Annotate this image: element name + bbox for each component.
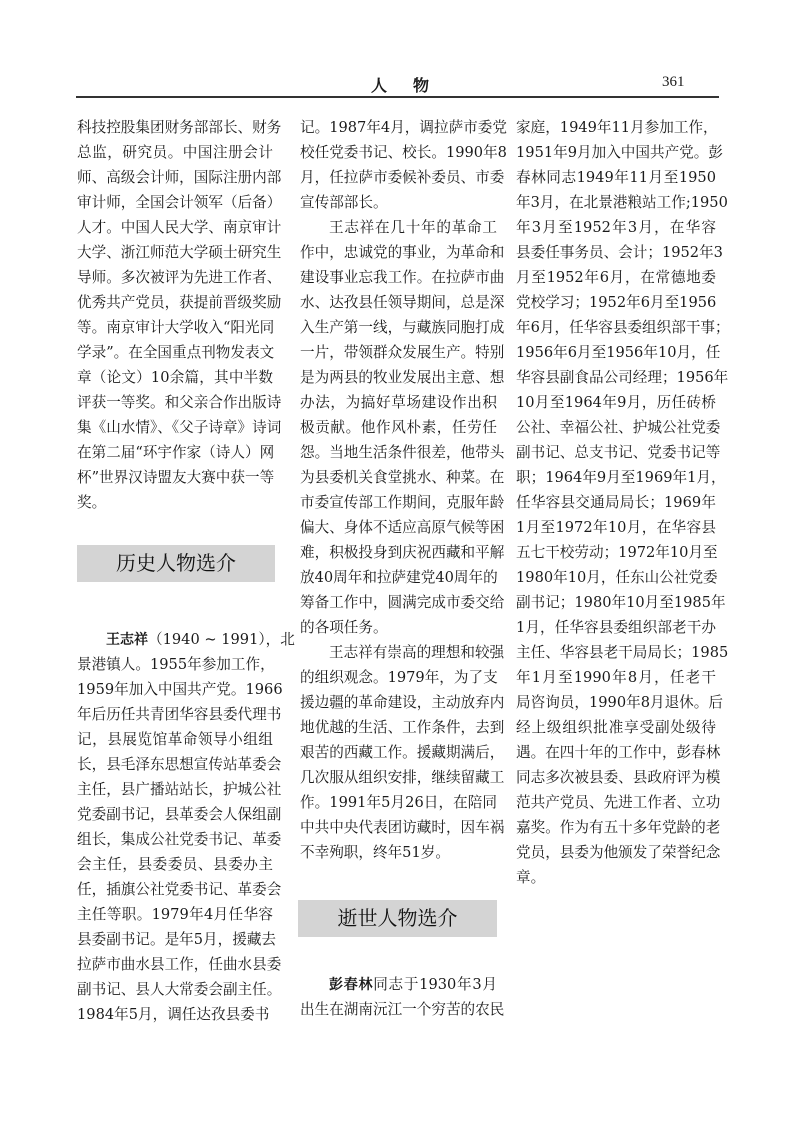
text-line: 家庭，1949年11月参加工作， — [516, 119, 718, 136]
text-line: 放40周年和拉萨建党40周年的 — [300, 569, 498, 586]
text-line: 宣传部部长。 — [300, 194, 388, 211]
text-line: 的各项任务。 — [300, 619, 388, 636]
text-line: 遇。在四十年的工作中，彭春林 — [516, 744, 721, 761]
text-line: 10月至1964年9月，历任砖桥 — [516, 394, 716, 411]
text-line: 审计师，全国会计领军（后备） — [77, 194, 282, 211]
text-line: 的组织观念。1979年，为了支 — [300, 669, 498, 686]
text-line: 是为两县的牧业发展出主意、想 — [300, 369, 505, 386]
column-3 — [516, 115, 730, 890]
text-line: 五七干校劳动；1972年10月至 — [516, 544, 718, 561]
paragraph — [77, 627, 295, 1027]
column-2-bottom — [300, 972, 505, 1022]
text-line: 出生在湖南沅江一个穷苦的农民 — [300, 1001, 505, 1018]
text-line: 党员，县委为他颁发了荣誉纪念 — [516, 844, 721, 861]
text-line: 王志祥在几十年的革命工 — [329, 219, 497, 236]
section-heading-history: 历史人物选介 — [77, 545, 275, 582]
text-line: 奖。 — [77, 494, 107, 511]
paragraph — [77, 115, 282, 515]
text-line: 评获一等奖。和父亲合作出版诗 — [77, 394, 282, 411]
text-line: 优秀共产党员，获提前晋级奖励 — [77, 294, 282, 311]
text-line: 主任，县广播站站长，护城公社 — [77, 781, 282, 798]
text-line: 中共中央代表团访藏时，因车祸 — [300, 819, 505, 836]
paragraph — [516, 115, 730, 890]
text-line: 导师。多次被评为先进工作者、 — [77, 269, 282, 286]
text-line: 1956年6月至1956年10月，任 — [516, 344, 721, 361]
text-line: 难，积极投身到庆祝西藏和平解 — [300, 544, 505, 561]
text-line: 办法，为搞好草场建设作出积 — [300, 394, 497, 411]
text-line: 杯”世界汉诗盟友大赛中获一等 — [77, 469, 275, 486]
paragraph — [300, 972, 505, 1022]
text-line: 1980年10月，任东山公社党委 — [516, 569, 718, 586]
running-header-title: 人物 — [370, 76, 455, 95]
text-line: 会主任，县委委员、县委办主 — [77, 856, 273, 873]
text-line: 王志祥有崇高的理想和较强 — [329, 644, 505, 661]
text-line: 副书记、总支书记、党委书记等 — [516, 444, 721, 461]
text-line: 建设事业忘我工作。在拉萨市曲 — [300, 269, 505, 286]
text-line: 章。 — [516, 869, 546, 886]
header-rule — [76, 96, 719, 98]
text-line: 大学、浙江师范大学硕士研究生 — [77, 244, 282, 261]
text-line: 总监，研究员。中国注册会计 — [77, 144, 273, 161]
text-line: 1月至1972年10月，在华容县 — [516, 519, 716, 536]
text-line: 偏大、身体不适应高原气候等困 — [300, 519, 505, 536]
text-line: 几次服从组织安排，继续留藏工 — [300, 769, 505, 786]
text-line: 同志多次被县委、县政府评为模 — [516, 769, 721, 786]
text-line: 副书记、县人大常委会副主任。 — [77, 981, 282, 998]
text-line: 科技控股集团财务部部长、财务 — [77, 119, 282, 136]
page-number: 361 — [662, 74, 685, 90]
text-line: 春林同志1949年11月至1950 — [516, 169, 716, 186]
text-line: 市委宣传部工作期间，克服年龄 — [300, 494, 505, 511]
person-name: 彭春林 — [329, 977, 374, 993]
text-line: 等。南京审计大学收入“阳光同 — [77, 319, 275, 336]
text-line: 华容县副食品公司经理；1956年 — [516, 369, 729, 386]
column-2-top — [300, 115, 507, 865]
text-line: 艰苦的西藏工作。援藏期满后， — [300, 744, 505, 761]
text-line: 记，县展览馆革命领导小组组 — [77, 731, 273, 748]
paragraph — [300, 640, 505, 865]
text-line: 不幸殉职，终年51岁。 — [300, 844, 450, 861]
text-line: 党校学习；1952年6月至1956 — [516, 294, 717, 311]
text-line: 年后历任共青团华容县委代理书 — [77, 706, 282, 723]
text-line: 援边疆的革命建设，主动放弃内 — [300, 694, 505, 711]
text-line: 公社、幸福公社、护城公社党委 — [516, 419, 721, 436]
text-line: 1月，任华容县委组织部老干办 — [516, 619, 716, 636]
paragraph — [300, 215, 505, 640]
text-line: 水、达孜县任领导期间，总是深 — [300, 294, 505, 311]
text-line: 在第二届“环宇作家（诗人）网 — [77, 444, 275, 461]
text-line: 记。1987年4月，调拉萨市委党 — [300, 119, 507, 136]
text-line: 主任等职。1979年4月任华容 — [77, 906, 273, 923]
text-line: 作中，忠诚党的事业，为革命和 — [300, 244, 505, 261]
text-line: 任华容县交通局局长；1969年 — [516, 494, 716, 511]
text-line: 师、高级会计师，国际注册内部 — [77, 169, 282, 186]
text-line: 人才。中国人民大学、南京审计 — [77, 219, 282, 236]
text-line: 组长，集成公社党委书记、革委 — [77, 831, 282, 848]
person-name: 王志祥 — [106, 632, 148, 648]
text-line: 长，县毛泽东思想宣传站革委会 — [77, 756, 282, 773]
text-line: 学录”。在全国重点刊物发表文 — [77, 344, 275, 361]
text-line: 景港镇人。1955年参加工作， — [77, 656, 275, 673]
text-line: 章（论文）10余篇，其中半数 — [77, 369, 273, 386]
text-line: 地优越的生活、工作条件，去到 — [300, 719, 505, 736]
text-line: 为县委机关食堂挑水、种菜。在 — [300, 469, 505, 486]
text-line: 作。1991年5月26日，在陪同 — [300, 794, 497, 811]
column-1-top — [77, 115, 282, 515]
text-line: 范共产党员、先进工作者、立功 — [516, 794, 721, 811]
text-line: 任，插旗公社党委书记、革委会 — [77, 881, 282, 898]
text-line: 主任、华容县老干局局长；1985 — [516, 644, 729, 661]
text-line: 月至1952年6月，在常德地委 — [516, 269, 716, 286]
text-line: 职；1964年9月至1969年1月， — [516, 469, 726, 486]
text-line: 校任党委书记、校长。1990年8 — [300, 144, 507, 161]
text-line: 党委副书记，县革委会人保组副 — [77, 806, 282, 823]
section-heading-deceased: 逝世人物选介 — [298, 900, 497, 937]
text-line: 一片，带领群众发展生产。特别 — [300, 344, 505, 361]
text-line: 彭春林同志于1930年3月 — [329, 976, 497, 993]
text-line: 年1月至1990年8月，任老干 — [516, 669, 716, 686]
text-line: 局咨询员，1990年8月退休。后 — [516, 694, 723, 711]
text-line: 入生产第一线，与藏族同胞打成 — [300, 319, 505, 336]
text-line: 王志祥（1940 ~ 1991），北 — [106, 631, 295, 648]
text-line: 年3月，在北景港粮站工作;1950 — [516, 194, 728, 211]
text-line: 1984年5月，调任达孜县委书 — [77, 1006, 270, 1023]
text-line: 年6月，任华容县委组织部干事； — [516, 319, 730, 336]
text-line: 1959年加入中国共产党。1966 — [77, 681, 283, 698]
text-line: 年3月至1952年3月，在华容 — [516, 219, 716, 236]
text-line: 县委任事务员、会计；1952年3 — [516, 244, 723, 261]
text-line: 筹备工作中，圆满完成市委交给 — [300, 594, 505, 611]
text-line: 极贡献。他作风朴素，任劳任 — [300, 419, 497, 436]
text-line: 拉萨市曲水县工作，任曲水县委 — [77, 956, 282, 973]
text-line: 嘉奖。作为有五十多年党龄的老 — [516, 819, 721, 836]
text-line: 1951年9月加入中国共产党。彭 — [516, 144, 723, 161]
text-line: 集《山水情》、《父子诗章》诗词 — [77, 419, 282, 436]
text-line: 县委副书记。是年5月，援藏去 — [77, 931, 277, 948]
text-line: 副书记；1980年10月至1985年 — [516, 594, 726, 611]
text-line: 经上级组织批准享受副处级待 — [516, 719, 716, 736]
paragraph — [300, 115, 507, 215]
column-1-bottom — [77, 627, 295, 1027]
text-line: 月，任拉萨市委候补委员、市委 — [300, 169, 505, 186]
text-line: 怨。当地生活条件很差，他带头 — [300, 444, 505, 461]
